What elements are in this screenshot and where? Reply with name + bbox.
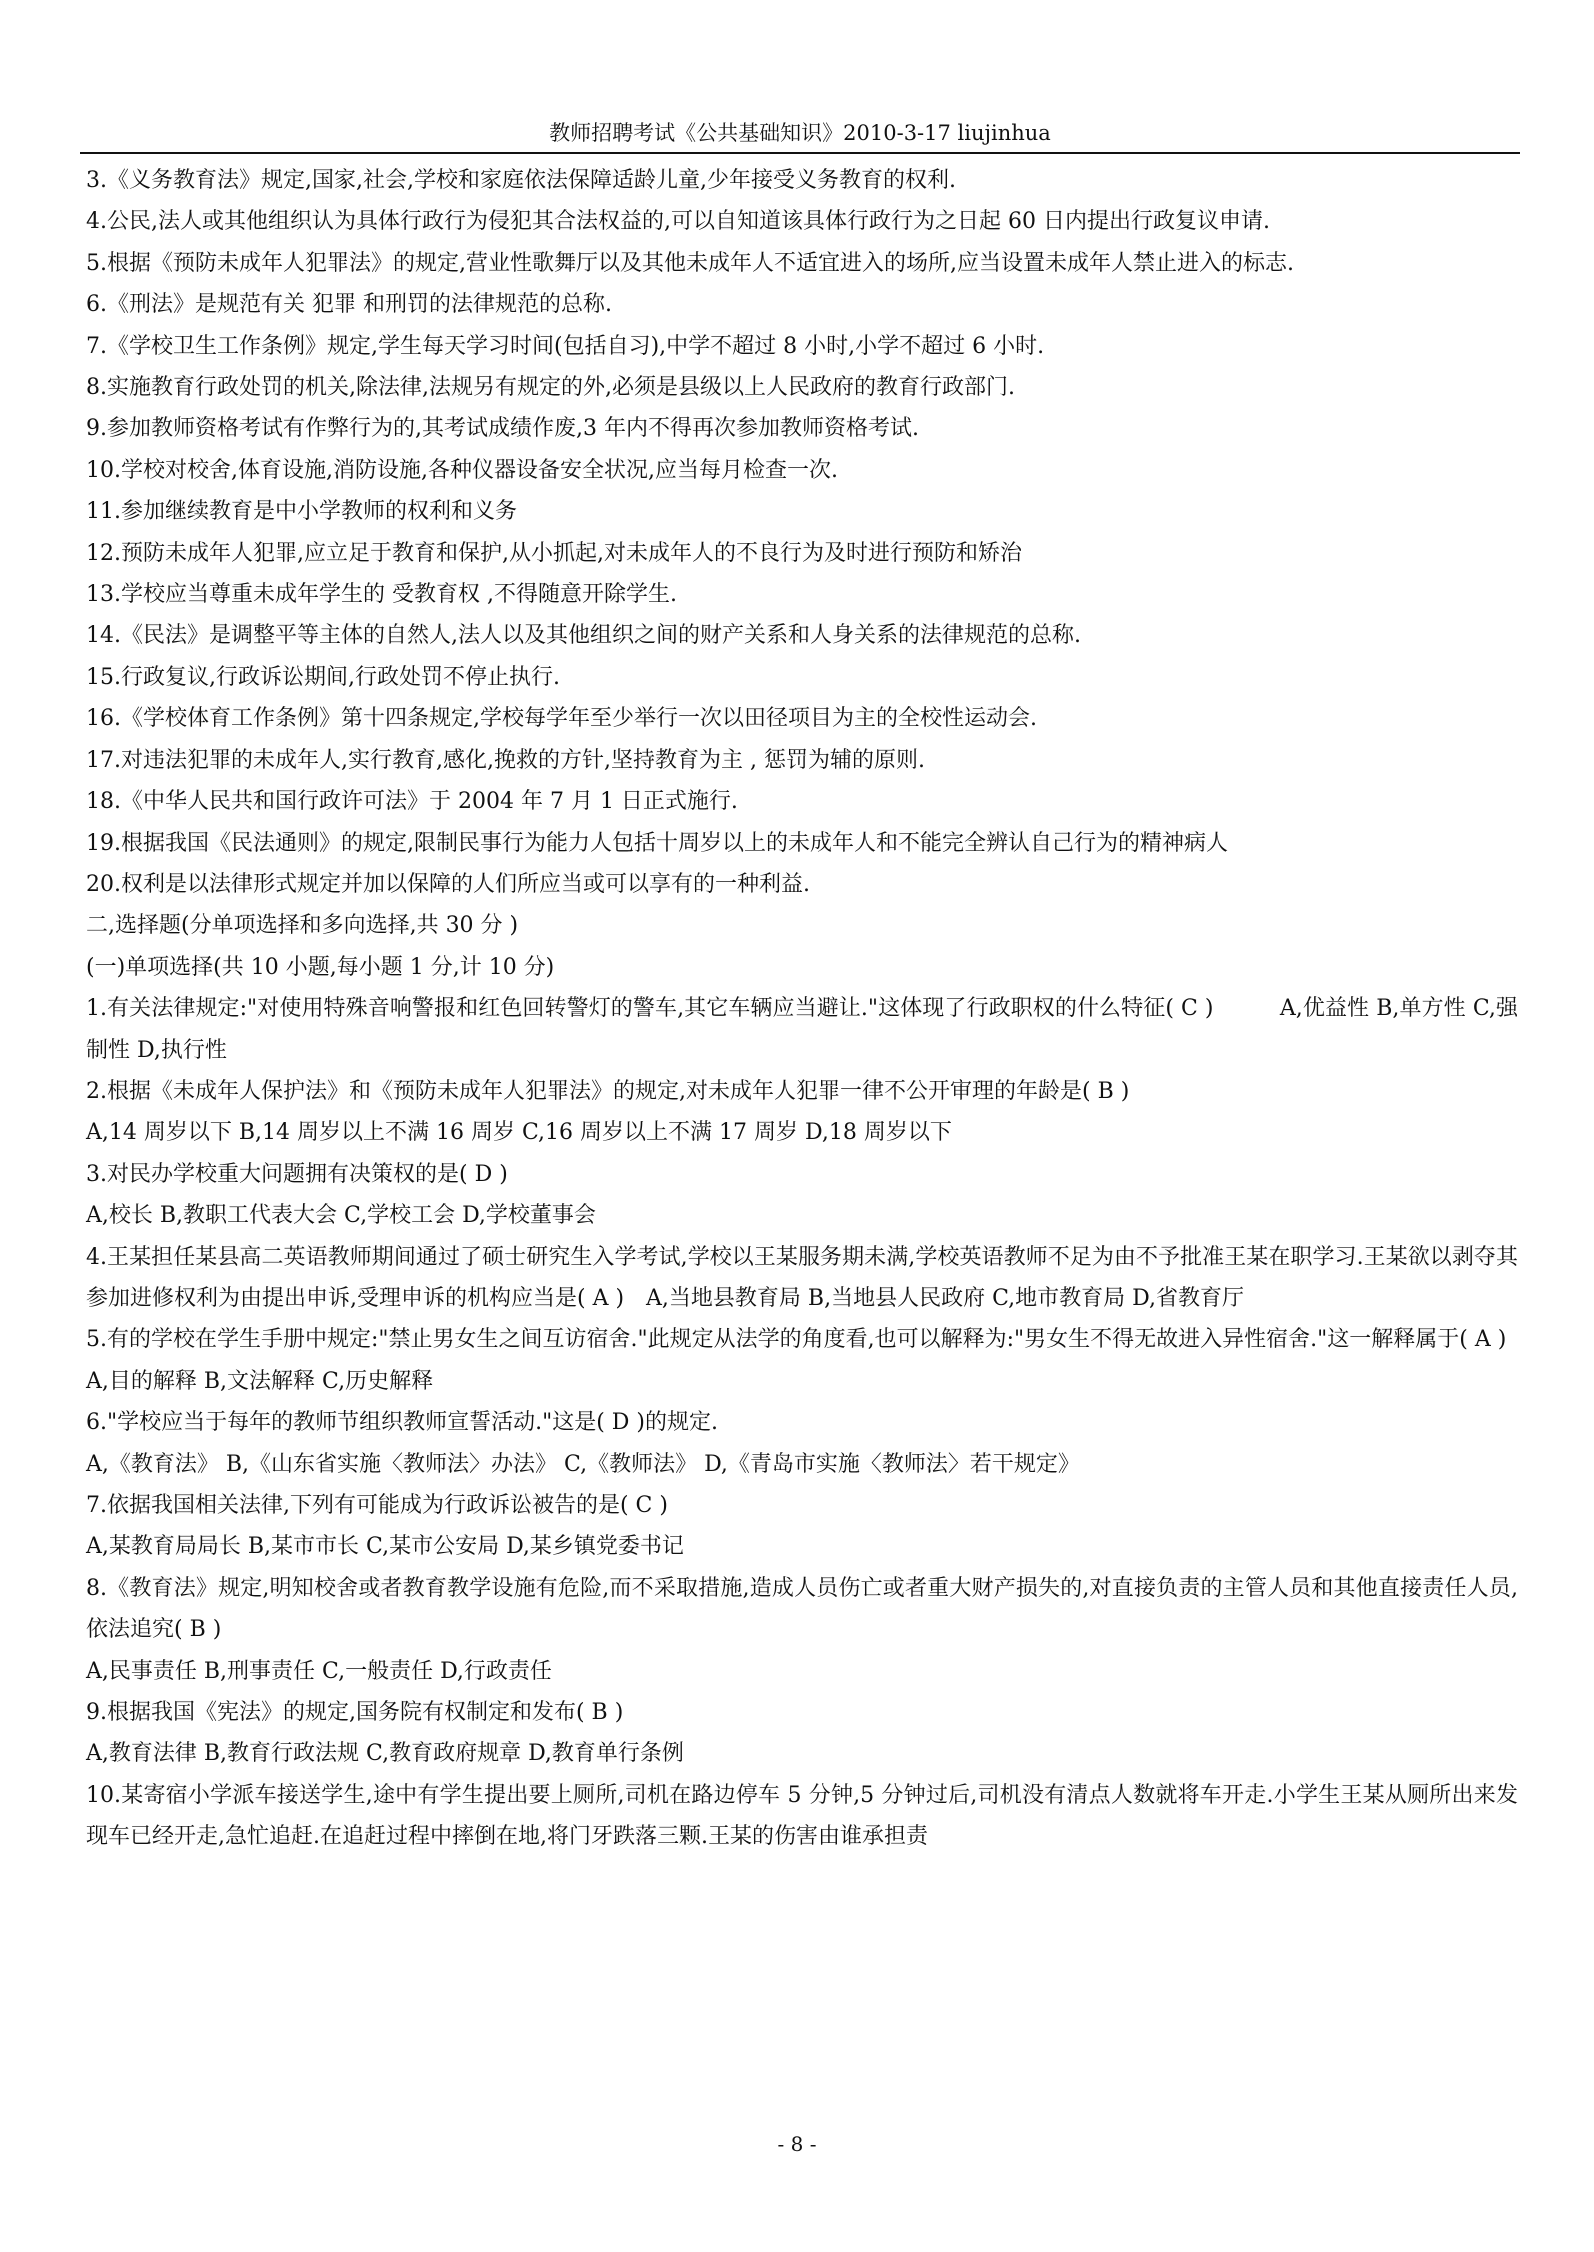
question: 1.有关法律规定:"对使用特殊音响警报和红色回转警灯的警车,其它车辆应当避让."这体现了行政职权的什么特征( C ) A,优益性 B,单方性 C,强制性 D,执行性 [86,996,1518,1063]
question: 8.《教育法》规定,明知校舍或者教育教学设施有危险,而不采取措施,造成人员伤亡或者重大财产损失的,对直接负责的主管人员和其他直接责任人员,依法追究( B ) [86,1575,1518,1643]
text-line: 6.《刑法》是规范有关 犯罪 和刑罚的法律规范的总称. [86,292,612,318]
text-line: 3.《义务教育法》规定,国家,社会,学校和家庭依法保障适龄儿童,少年接受义务教育的权利. [86,168,956,193]
text-line: 4.公民,法人或其他组织认为具体行政行为侵犯其合法权益的,可以自知道该具体行政行为之日起 60 日内提出行政复议申请. [86,209,1270,235]
page-header: 教师招聘考试《公共基础知识》2010-3-17 liujinhua [549,121,1051,145]
question-options: A,《教育法》 B,《山东省实施〈教师法〉办法》 C,《教师法》 D,《青岛市实施〈教师法〉若干规定》 [86,1451,1080,1477]
question-options: A,目的解释 B,文法解释 C,历史解释 [86,1368,434,1394]
text-line: 16.《学校体育工作条例》第十四条规定,学校每学年至少举行一次以田径项目为主的全校性运动会. [86,706,1037,732]
text-line: 8.实施教育行政处罚的机关,除法律,法规另有规定的外,必须是县级以上人民政府的教育行政部门. [86,375,1015,401]
text-line: 15.行政复议,行政诉讼期间,行政处罚不停止执行. [86,664,560,690]
question: 5.有的学校在学生手册中规定:"禁止男女生之间互访宿舍."此规定从法学的角度看,也可以解释为:"男女生不得无故进入异性宿舍."这一解释属于( A ) [86,1327,1507,1353]
text-line: 18.《中华人民共和国行政许可法》于 2004 年 7 月 1 日正式施行. [86,789,738,815]
text-line: 13.学校应当尊重未成年学生的 受教育权 ,不得随意开除学生. [86,582,677,608]
text-line: 5.根据《预防未成年人犯罪法》的规定,营业性歌舞厅以及其他未成年人不适宜进入的场所,应当设置未成年人禁止进入的标志. [86,250,1294,276]
subsection-heading: (一)单项选择(共 10 小题,每小题 1 分,计 10 分) [86,954,555,980]
text-line: 7.《学校卫生工作条例》规定,学生每天学习时间(包括自习),中学不超过 8 小时,小学不超过 6 小时. [86,333,1045,359]
question-options: A,某教育局局长 B,某市市长 C,某市公安局 D,某乡镇党委书记 [86,1534,684,1560]
question: 7.依据我国相关法律,下列有可能成为行政诉讼被告的是( C ) [86,1493,668,1518]
text-line: 9.参加教师资格考试有作弊行为的,其考试成绩作废,3 年内不得再次参加教师资格考试. [86,416,919,442]
text-line: 11.参加继续教育是中小学教师的权利和义务 [86,499,517,525]
question-options: A,校长 B,教职工代表大会 C,学校工会 D,学校董事会 [86,1203,596,1229]
text-line: 19.根据我国《民法通则》的规定,限制民事行为能力人包括十周岁以上的未成年人和不能完全辨认自己行为的精神病人 [86,830,1228,856]
text-line: 14.《民法》是调整平等主体的自然人,法人以及其他组织之间的财产关系和人身关系的法律规范的总称. [86,623,1081,649]
header-rule [80,152,1520,154]
text-line: 17.对违法犯罪的未成年人,实行教育,感化,挽救的方针,坚持教育为主 , 惩罚为辅的原则. [86,747,925,773]
question-options: A,教育法律 B,教育行政法规 C,教育政府规章 D,教育单行条例 [86,1741,684,1767]
question-options: A,民事责任 B,刑事责任 C,一般责任 D,行政责任 [86,1658,552,1684]
document-body [86,160,1518,1858]
text-line: 12.预防未成年人犯罪,应立足于教育和保护,从小抓起,对未成年人的不良行为及时进行预防和矫治 [86,540,1022,566]
question: 2.根据《未成年人保护法》和《预防未成年人犯罪法》的规定,对未成年人犯罪一律不公开审理的年龄是( B ) [86,1078,1130,1104]
text-line: 20.权利是以法律形式规定并加以保障的人们所应当或可以享有的一种利益. [86,871,810,897]
question: 9.根据我国《宪法》的规定,国务院有权制定和发布( B ) [86,1700,624,1726]
question: 10.某寄宿小学派车接送学生,途中有学生提出要上厕所,司机在路边停车 5 分钟,5 分钟过后,司机没有清点人数就将车开走.小学生王某从厕所出来发现车已经开走,急忙追赶.在追赶过程中摔倒在地,将门牙跌落三颗.王某的伤害由谁承担责 [86,1782,1518,1850]
question: 6."学校应当于每年的教师节组织教师宣誓活动."这是( D )的规定. [86,1410,719,1436]
question: 3.对民办学校重大问题拥有决策权的是( D ) [86,1161,508,1187]
question-options: A,14 周岁以下 B,14 周岁以上不满 16 周岁 C,16 周岁以上不满 17 周岁 D,18 周岁以下 [86,1120,952,1146]
section-heading: 二,选择题(分单项选择和多向选择,共 30 分 ) [86,913,519,939]
page-number: - 8 - [777,2132,817,2156]
question: 4.王某担任某县高二英语教师期间通过了硕士研究生入学考试,学校以王某服务期未满,学校英语教师不足为由不予批准王某在职学习.王某欲以剥夺其参加进修权利为由提出申诉,受理申诉的机构应当是( A ) A,当地县教育局 B,当地县人民政府 C,地市教育局 D,省教育厅 [86,1244,1518,1311]
text-line: 10.学校对校舍,体育设施,消防设施,各种仪器设备安全状况,应当每月检查一次. [86,457,838,483]
